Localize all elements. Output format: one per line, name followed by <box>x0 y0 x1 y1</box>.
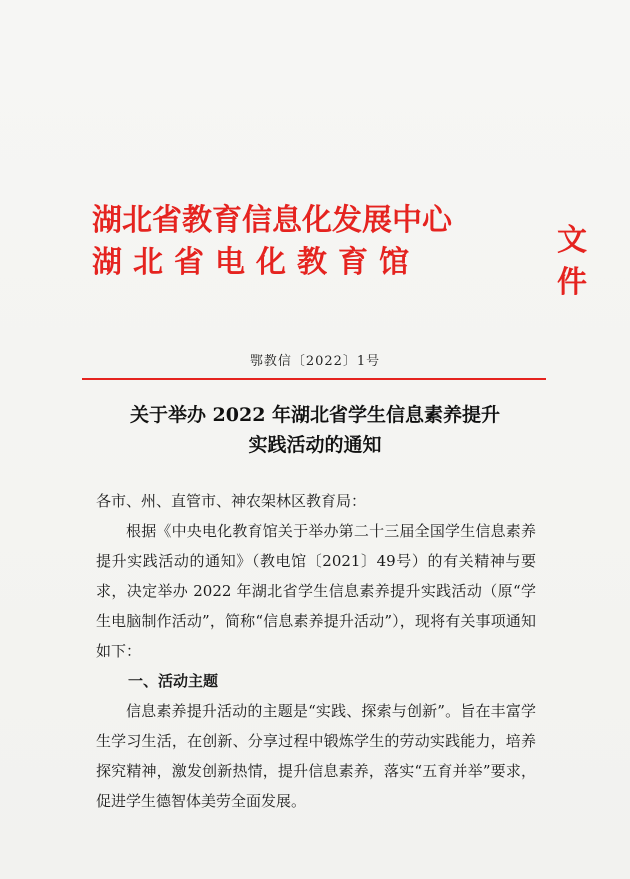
issuer-name-line1: 湖北省教育信息化发展中心 <box>92 203 452 238</box>
document-type-label: 文件 <box>557 223 587 300</box>
notice-title-line1: 关于举办 2022 年湖北省学生信息素养提升 <box>129 404 501 426</box>
issuer-name-line2: 湖北省电化教育馆 <box>92 245 420 280</box>
issuer-header <box>92 200 587 300</box>
addressee: 各市、州、直管市、神农架林区教育局： <box>96 492 367 510</box>
red-divider-line <box>82 378 546 380</box>
notice-body <box>96 486 536 816</box>
body-paragraph: 信息素养提升活动的主题是“实践、探索与创新”。旨在丰富学生学习生活，在创新、分享过程中锻炼学生的劳动实践能力，培养探究精神，激发创新热情，提升信息素养，落实“五育并举”要求，促进学生德智体美劳全面发展。 <box>96 702 536 810</box>
notice-title <box>0 400 630 460</box>
body-paragraph: 根据《中央电化教育馆关于举办第二十三届全国学生信息素养提升实践活动的通知》（教电馆〔2021〕49号）的有关精神与要求，决定举办 2022 年湖北省学生信息素养提升实践活动（原“学生电脑制作活动”，简称“信息素养提升活动”），现将有关事项通知如下： <box>96 522 536 660</box>
document-number: 鄂教信〔2022〕1号 <box>249 354 381 369</box>
notice-title-line2: 实践活动的通知 <box>248 434 382 456</box>
section-heading: 一、活动主题 <box>128 672 219 690</box>
